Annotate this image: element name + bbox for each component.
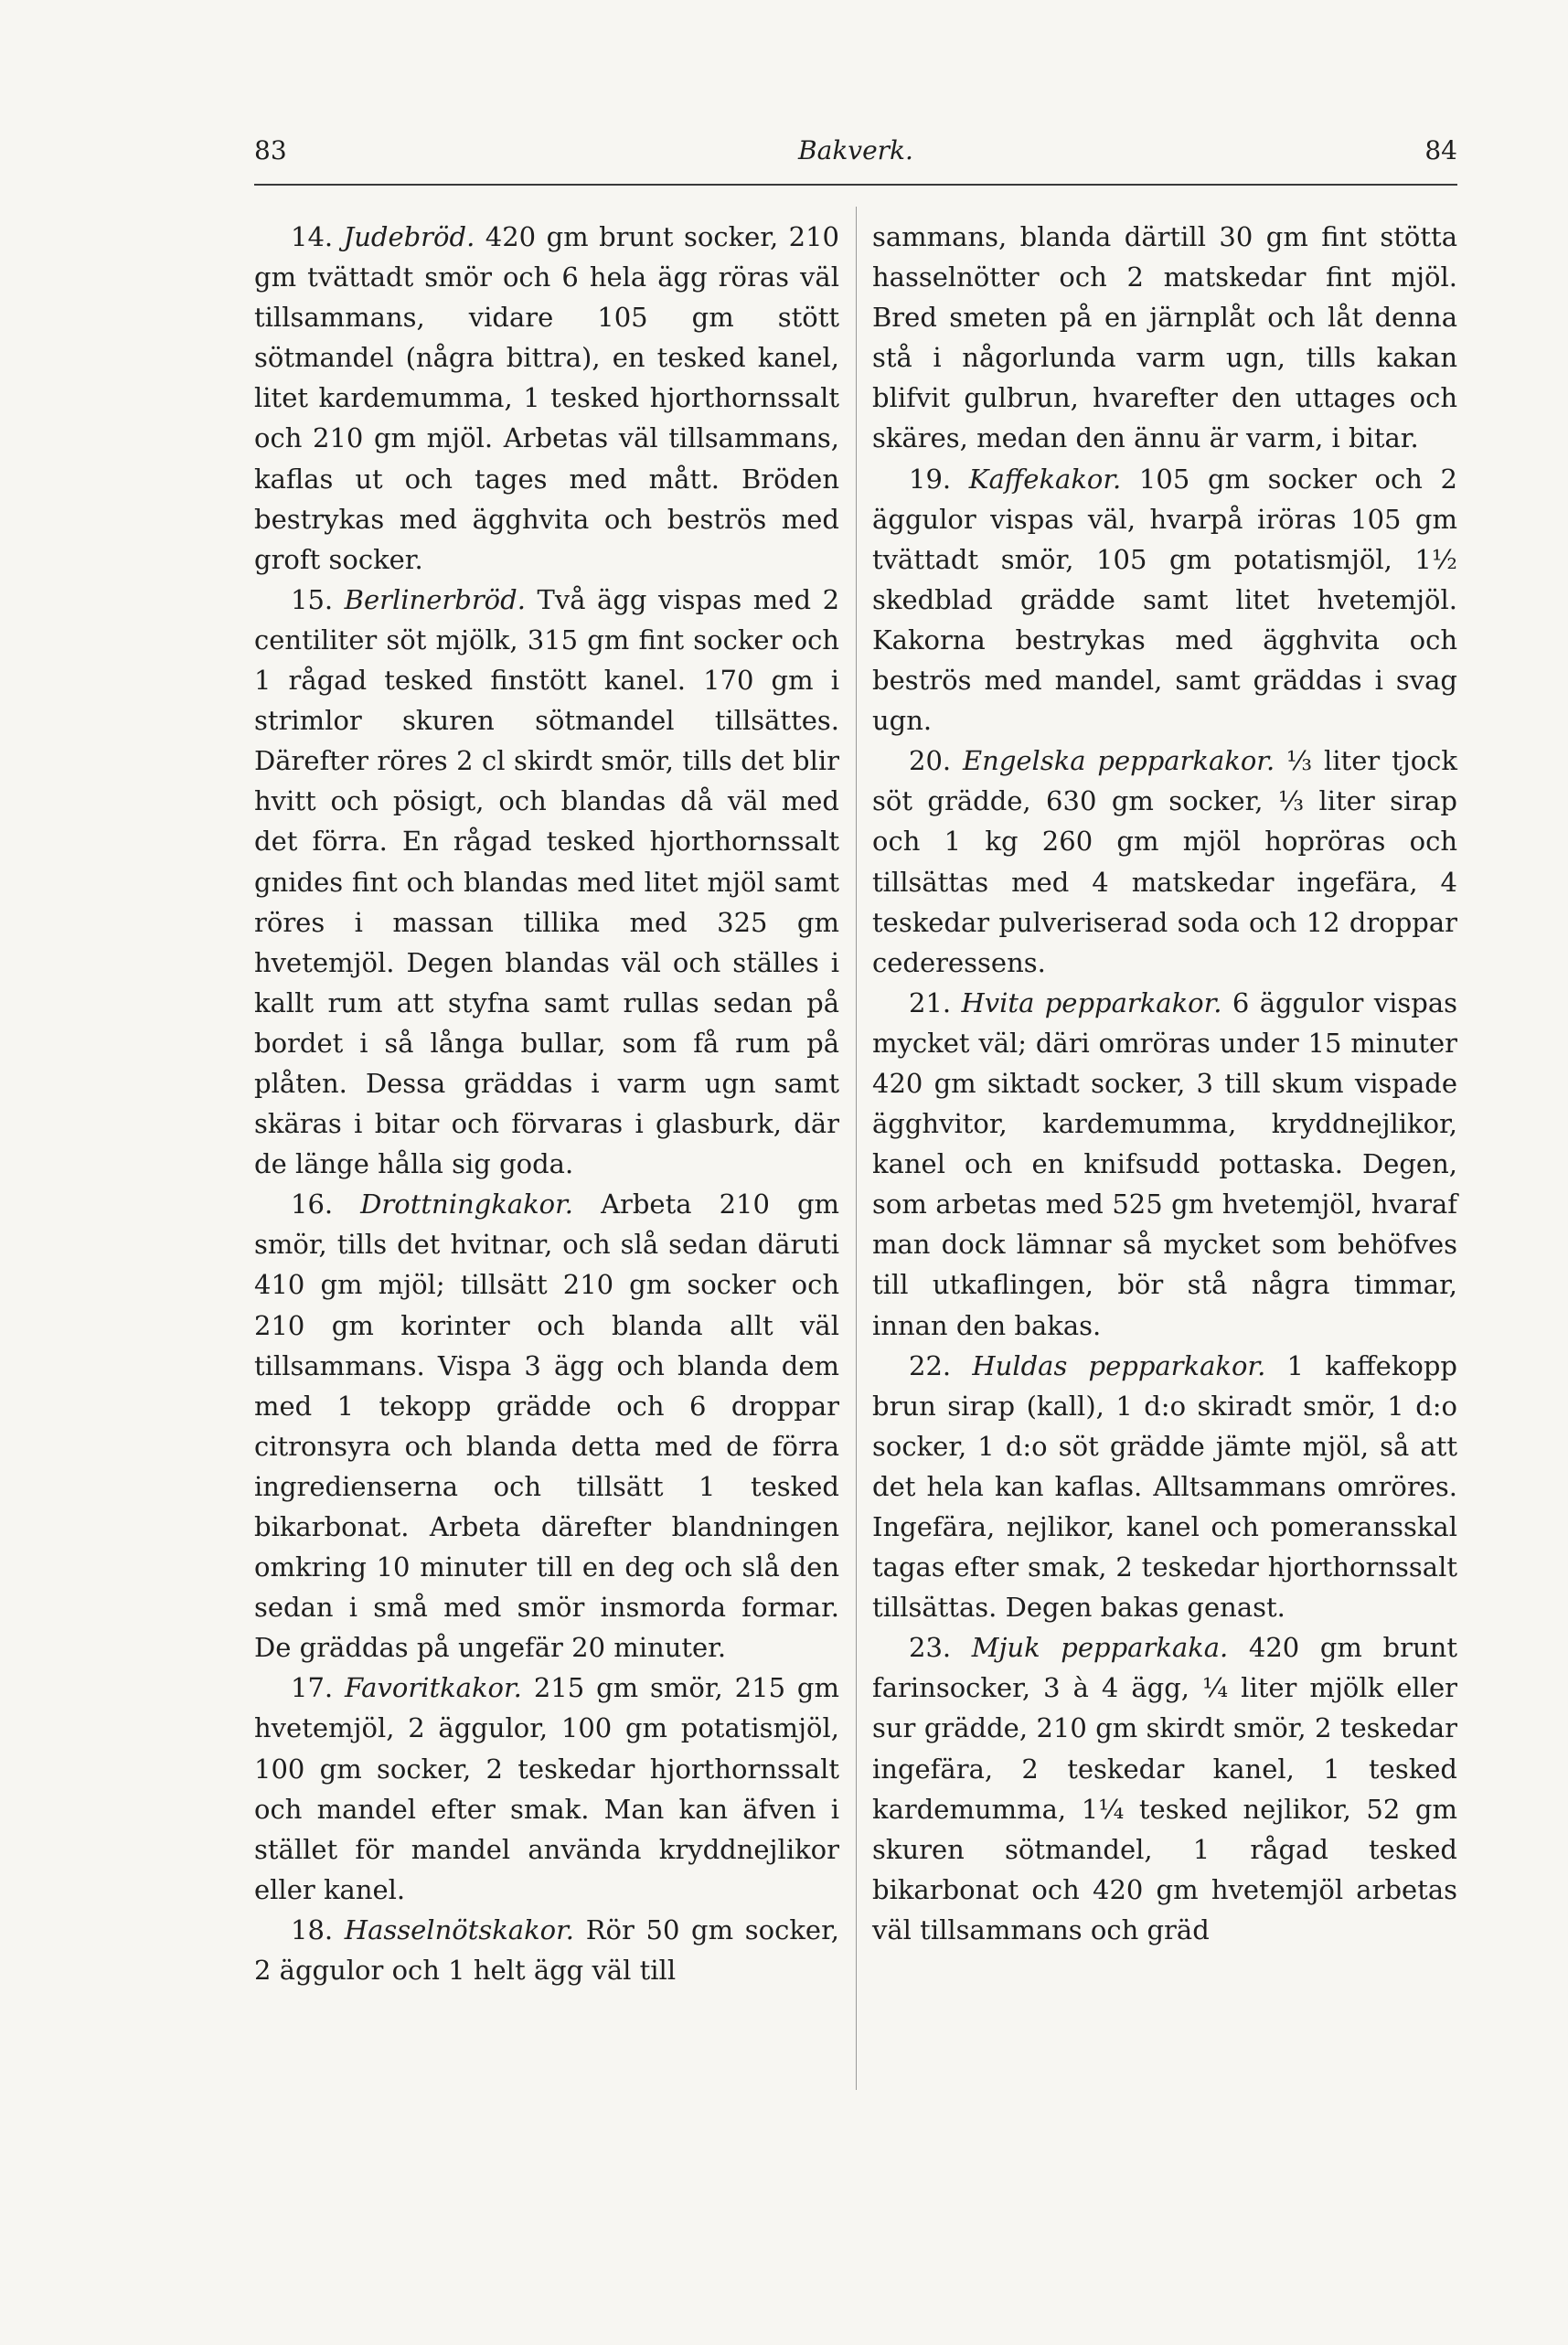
running-title: Bakverk. (798, 135, 913, 165)
recipe-text: 420 gm brunt farinsocker, 3 à 4 ägg, ¼ liter mjölk eller sur grädde, 210 gm skirdt smör, 2 teskedar ingefära, 2 teskedar kanel, 1 tesked kardemumma, 1¼ tesked nejlikor, 52 gm skuren sötmandel, 1 rågad tesked bikarbonat och 420 gm hvetemjöl arbetas väl tillsammans och gräd (872, 1632, 1457, 1945)
recipe-number: 23. (909, 1632, 952, 1664)
recipe-text: 6 äggulor vispas mycket väl; däri omröras under 15 minuter 420 gm siktadt socker, 3 till skum vispade ägghvitor, kardemumma, kryddnejlikor, kanel och en knifsudd pottaska. Degen, som arbetas med 525 gm hvetemjöl, hvaraf man dock lämnar så mycket som behöfves till utkaflingen, bör stå några timmar, innan den bakas. (872, 986, 1458, 1341)
recipe-text: 1 kaffekopp brun sirap (kall), 1 d:o skiradt smör, 1 d:o socker, 1 d:o söt grädde jämte mjöl, så att det hela kan kaflas. Alltsammans omröres. Ingefära, nejlikor, kanel och pomeransskal tagas efter smak, 2 teskedar hjorthornssalt tillsättas. Degen bakas genast. (872, 1349, 1457, 1624)
recipe-20 (872, 741, 1457, 983)
left-column (254, 217, 839, 1990)
recipe-name: Mjuk pepparkaka. (971, 1632, 1229, 1664)
recipe-text: 105 gm socker och 2 äggulor vispas väl, hvarpå iröras 105 gm tvättadt smör, 105 gm potatismjöl, 1½ skedblad grädde samt litet hvetemjöl. Kakorna bestrykas med ägghvita och beströs med mandel, samt gräddas i svag ugn. (872, 463, 1458, 737)
recipe-17 (254, 1668, 839, 1910)
recipe-number: 18. (291, 1913, 334, 1945)
recipe-name: Kaffekakor. (968, 463, 1122, 495)
recipe-number: 17. (291, 1672, 334, 1704)
recipe-number: 21. (909, 986, 952, 1018)
page-number-left: 83 (254, 135, 287, 165)
right-column (872, 217, 1457, 1950)
recipe-text: Rör 50 gm socker, 2 äggulor och 1 helt ägg väl till (254, 1913, 839, 1987)
recipe-number: 20. (909, 745, 952, 777)
page-header (254, 135, 1457, 179)
recipe-name: Drottningkakor. (360, 1188, 574, 1220)
recipe-name: Hvita pepparkakor. (961, 986, 1222, 1018)
recipe-14 (254, 217, 839, 580)
recipe-text: Två ägg vispas med 2 centiliter söt mjölk, 315 gm fint socker och 1 rågad tesked finstött kanel. 170 gm i strimlor skuren sötmandel tillsättes. Därefter röres 2 cl skirdt smör, tills det blir hvitt och pösigt, och blandas då väl med det förra. En rågad tesked hjorthornssalt gnides fint och blandas med litet mjöl samt röres i massan tillika med 325 gm hvetemjöl. Degen blandas väl och ställes i kallt rum att styfna samt rullas sedan på bordet i så långa bullar, som få rum på plåten. Dessa gräddas i varm ugn samt skäras i bitar och förvaras i glasburk, där de länge hålla sig goda. (254, 583, 840, 1180)
recipe-18 (254, 1910, 839, 1990)
recipe-number: 15. (291, 583, 334, 615)
recipe-number: 14. (291, 221, 334, 252)
recipe-name: Berlinerbröd. (344, 583, 526, 615)
recipe-23 (872, 1627, 1457, 1950)
recipe-text: 215 gm smör, 215 gm hvetemjöl, 2 äggulor, 100 gm potatismjöl, 100 gm socker, 2 teskedar hjorthornssalt och mandel efter smak. Man kan äfven i stället för mandel använda kryddnejlikor eller kanel. (254, 1672, 839, 1905)
recipe-number: 16. (291, 1188, 334, 1220)
recipe-15 (254, 580, 839, 1184)
recipe-number: 19. (909, 463, 952, 495)
column-divider (856, 207, 857, 2090)
recipe-22 (872, 1346, 1457, 1628)
page-number-right: 84 (1424, 135, 1457, 165)
recipe-name: Judebröd. (343, 221, 475, 252)
header-rule (254, 184, 1457, 186)
recipe-text: 420 gm brunt socker, 210 gm tvättadt smör och 6 hela ägg röras väl tillsammans, vidare 105 gm stött sötmandel (några bittra), en tesked kanel, litet kardemumma, 1 tesked hjorthornssalt och 210 gm mjöl. Arbetas väl tillsammans, kaflas ut och tages med mått. Bröden bestrykas med ägghvita och beströs med groft socker. (254, 221, 840, 575)
recipe-21 (872, 983, 1457, 1346)
recipe-text: ⅓ liter tjock söt grädde, 630 gm socker, ⅓ liter sirap och 1 kg 260 gm mjöl hopröras och tillsättas med 4 matskedar ingefära, 4 teskedar pulveriserad soda och 12 droppar cederessens. (872, 745, 1457, 978)
recipe-19 (872, 459, 1457, 741)
recipe-name: Engelska pepparkakor. (962, 745, 1275, 777)
recipe-18-continuation: sammans, blanda därtill 30 gm fint stötta hasselnötter och 2 matskedar fint mjöl. Bred smeten på en järnplåt och låt denna stå i någorlunda varm ugn, tills kakan blifvit gulbrun, hvarefter den uttages och skäres, medan den ännu är varm, i bitar. (872, 221, 1457, 454)
recipe-number: 22. (909, 1349, 952, 1381)
recipe-text: Arbeta 210 gm smör, tills det hvitnar, och slå sedan däruti 410 gm mjöl; tillsätt 210 gm socker och 210 gm korinter och blanda allt väl tillsammans. Vispa 3 ägg och blanda dem med 1 tekopp grädde och 6 droppar citronsyra och blanda detta med de förra ingredienserna och tillsätt 1 tesked bikarbonat. Arbeta därefter blandningen omkring 10 minuter till en deg och slå den sedan i små med smör insmorda formar. De gräddas på ungefär 20 minuter. (254, 1188, 840, 1664)
recipe-name: Hasselnötskakor. (344, 1913, 575, 1945)
recipe-16 (254, 1184, 839, 1668)
recipe-name: Huldas pepparkakor. (972, 1349, 1266, 1381)
recipe-name: Favoritkakor. (345, 1672, 522, 1704)
